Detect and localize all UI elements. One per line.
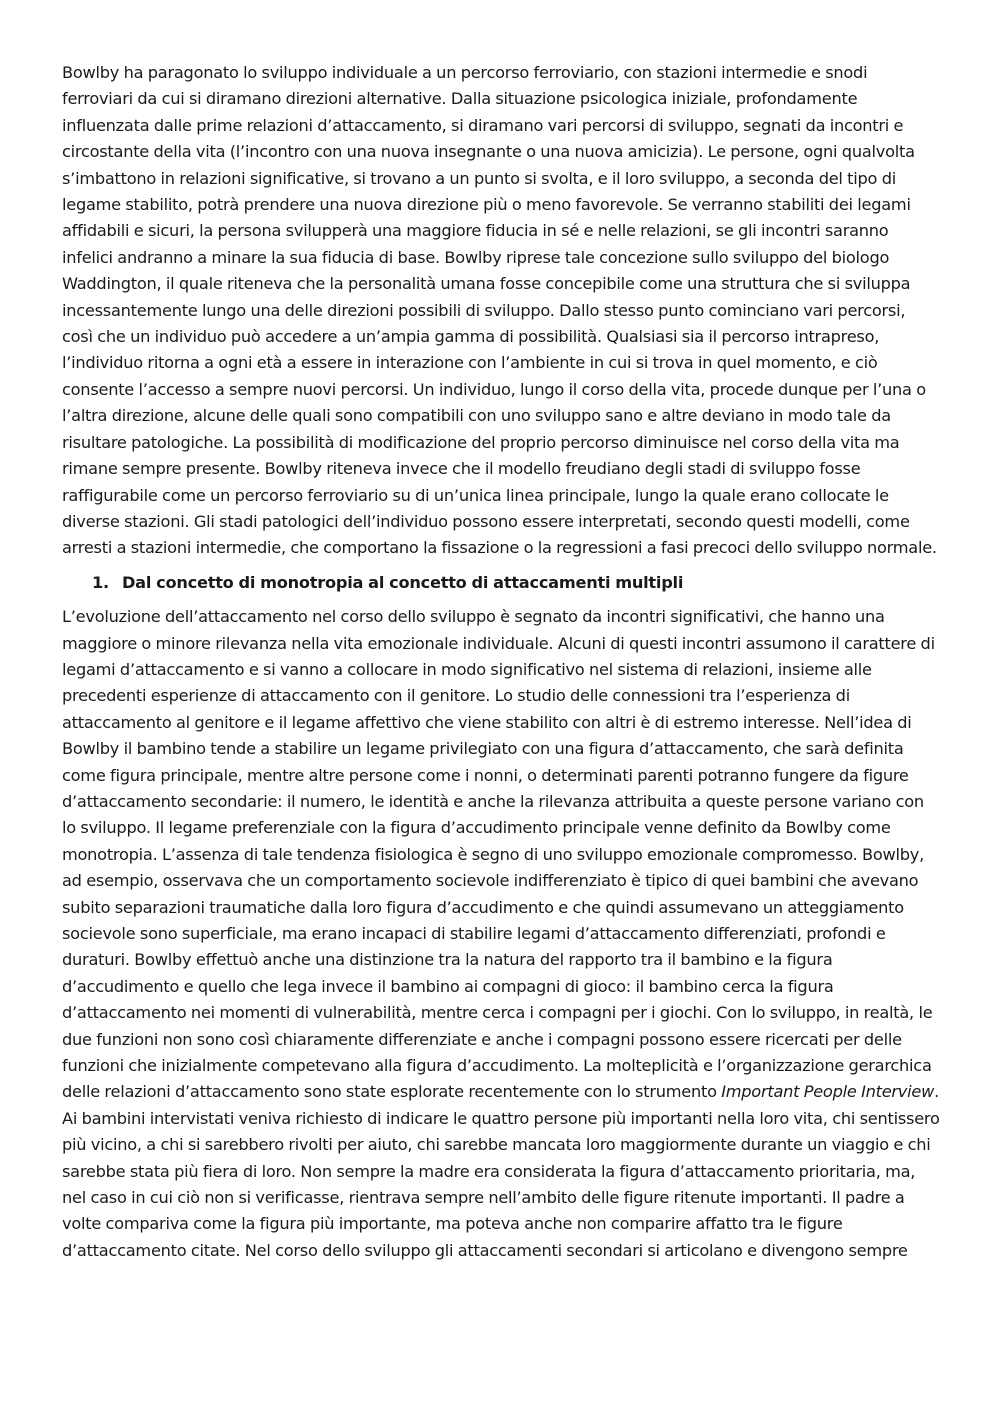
paragraph-monotropy-part-1: L’evoluzione dell’attaccamento nel corso dello sviluppo è segnato da incontri significativi, che hanno una maggiore o minore rilevanza nella vita emozionale individuale. Alcuni di questi incontri assumono il carattere di legami d’attaccamento e si vanno a collocare in modo significativo nel sistema di relazioni, insieme alle precedenti esperienze di attaccamento con il genitore. Lo studio delle connessioni tra l’esperienza di attaccamento al genitore e il legame affettivo che viene stabilito con altri è di estremo interesse. Nell’idea di Bowlby il bambino tende a stabilire un legame privilegiato con una figura d’attaccamento, che sarà definita come figura principale, mentre altre persone come i nonni, o determinati parenti potranno fungere da figure d’attaccamento secondarie: il numero, le identità e anche la rilevanza attribuita a queste persone variano con lo sviluppo. Il legame preferenziale con la figura d’accudimento principale venne definito da Bowlby come monotropia. L’assenza di tale tendenza fisiologica è segno di uno sviluppo emozionale compromesso. Bowlby, ad esempio, osservava che un comportamento socievole indifferenziato è tipico di quei bambini che avevano subito separazioni traumatiche dalla loro figura d’accudimento e che quindi assumevano un atteggiamento socievole sono superficiale, ma erano incapaci di stabilire legami d’attaccamento differenziati, profondi e duraturi. Bowlby effettuò anche una distinzione tra la natura del rapporto tra il bambino e la figura d’accudimento e quello che lega invece il bambino ai compagni di gioco: il bambino cerca la figura d’attaccamento nei momenti di vulnerabilità, mentre cerca i compagni per i giochi. Con lo sviluppo, in realtà, le due funzioni non sono così chiaramente differenziate e anche i compagni possono essere ricercati per delle funzioni che inizialmente competevano alla figura d’accudimento. La molteplicità e l’organizzazione gerarchica delle relazioni d’attaccamento sono state esplorate recentemente con lo strumento	[62, 607, 935, 1102]
paragraph-railway-metaphor: Bowlby ha paragonato lo sviluppo individuale a un percorso ferroviario, con stazioni intermedie e snodi ferroviari da cui si diramano direzioni alternative. Dalla situazione psicologica iniziale, profondamente influenzata dalle prime relazioni d’attaccamento, si diramano vari percorsi di sviluppo, segnati da incontri e circostante della vita (l’incontro con una nuova insegnante o una nuova amicizia). Le persone, ogni qualvolta s’imbattono in relazioni significative, si trovano a un punto si svolta, e il loro sviluppo, a seconda del tipo di legame stabilito, potrà prendere una nuova direzione più o meno favorevole. Se verranno stabiliti dei legami affidabili e sicuri, la persona svilupperà una maggiore fiducia in sé e nelle relazioni, se gli incontri saranno infelici andranno a minare la sua fiducia di base. Bowlby riprese tale concezione sullo sviluppo del biologo Waddington, il quale riteneva che la personalità umana fosse concepibile come una struttura che si sviluppa incessantemente lungo una delle direzioni possibili di sviluppo. Dallo stesso punto cominciano vari percorsi, così che un individuo può accedere a un’ampia gamma di possibilità. Qualsiasi sia il percorso intrapreso, l’individuo ritorna a ogni età a essere in interazione con l’ambiente in cui si trova in quel momento, e ciò consente l’accesso a sempre nuovi percorsi. Un individuo, lungo il corso della vita, procede dunque per l’una o l’altra direzione, alcune delle quali sono compatibili con uno sviluppo sano e altre deviano in modo tale da risultare patologiche. La possibilità di modificazione del proprio percorso diminuisce nel corso della vita ma rimane sempre presente. Bowlby riteneva invece che il modello freudiano degli stadi di sviluppo fosse raffigurabile come un percorso ferroviario su di un’unica linea principale, lungo la quale erano collocate le diverse stazioni. Gli stadi patologici dell’individuo possono essere interpretati, secondo questi modelli, come arresti a stazioni intermedie, che comportano la fissazione o la regressioni a fasi precoci dello sviluppo normale.	[62, 63, 937, 558]
document-page	[62, 60, 940, 1264]
section-heading	[62, 570, 940, 596]
instrument-name: Important People Interview	[721, 1082, 935, 1102]
paragraph-monotropy	[62, 604, 940, 1264]
section-title: Dal concetto di monotropia al concetto di attaccamenti multipli	[122, 572, 684, 592]
section-number: 1.	[92, 572, 109, 592]
paragraph-monotropy-part-2: . Ai bambini intervistati veniva richiesto di indicare le quattro persone più importanti nella loro vita, chi sentissero più vicino, a chi si sarebbero rivolti per aiuto, chi sarebbe mancata loro maggiormente durante un viaggio e chi sarebbe stata più fiera di loro. Non sempre la madre era considerata la figura d’attaccamento prioritaria, ma, nel caso in cui ciò non si verificasse, rientrava sempre nell’ambito delle figure ritenute importanti. Il padre a volte compariva come la figura più importante, ma poteva anche non comparire affatto tra le figure d’attaccamento citate. Nel corso dello sviluppo gli attaccamenti secondari si articolano e divengono sempre	[62, 1082, 940, 1260]
